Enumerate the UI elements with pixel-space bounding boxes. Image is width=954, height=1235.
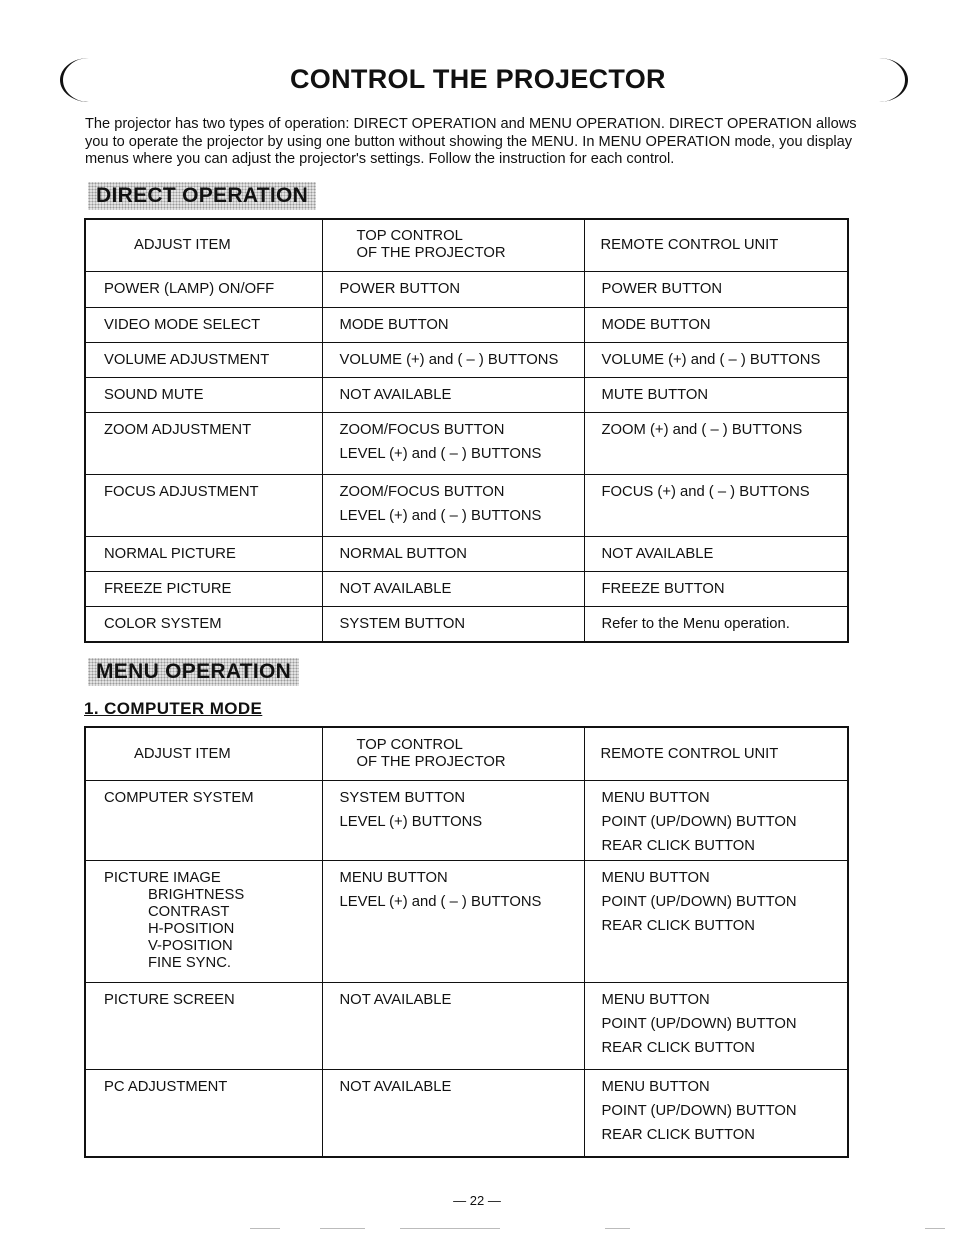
direct-operation-heading: DIRECT OPERATION [88,182,316,210]
top-control-cell [322,536,584,571]
top-control-text: NORMAL BUTTON [339,545,467,562]
remote-control-text: POWER BUTTON [601,280,723,297]
top-control-text: ZOOM/FOCUS BUTTON [339,421,505,438]
top-control-cell [322,780,584,860]
header-top-control [322,219,584,271]
adjust-item-cell [85,780,322,860]
adjust-item-cell [85,377,322,412]
menu-operation-heading: MENU OPERATION [88,658,299,686]
top-control-text: SYSTEM BUTTON [339,615,466,632]
remote-control-text: FREEZE BUTTON [601,580,725,597]
table-header-row [85,219,848,271]
adjust-item-label: SOUND MUTE [104,386,204,403]
table-row [85,271,848,307]
adjust-item-cell [85,474,322,536]
header-remote-control: REMOTE CONTROL UNIT [584,219,848,271]
top-control-text: SYSTEM BUTTON [339,789,466,806]
scan-artifact [605,1228,630,1229]
adjust-item-label: COLOR SYSTEM [104,615,222,632]
adjust-item-label: NORMAL PICTURE [104,545,236,562]
table-row [85,474,848,536]
top-control-text: NOT AVAILABLE [339,386,452,403]
adjust-sub-item: FINE SYNC. [148,954,232,971]
adjust-sub-item: CONTRAST [148,903,230,920]
adjust-item-cell [85,342,322,377]
header-top-control [322,727,584,780]
adjust-item-cell [85,536,322,571]
remote-control-text: REAR CLICK BUTTON [601,917,755,934]
top-control-cell [322,474,584,536]
remote-control-text: REAR CLICK BUTTON [601,1039,755,1056]
top-control-text: NOT AVAILABLE [339,580,452,597]
remote-control-cell [584,860,848,982]
remote-control-text: MENU BUTTON [601,789,710,806]
remote-control-cell [584,536,848,571]
top-control-cell [322,1069,584,1157]
remote-control-cell [584,1069,848,1157]
adjust-item-label: PICTURE SCREEN [104,991,235,1008]
table-row [85,536,848,571]
header-adjust-item: ADJUST ITEM [85,727,322,780]
top-control-cell [322,860,584,982]
table-row [85,780,848,860]
adjust-item-cell [85,606,322,642]
adjust-item-label: VOLUME ADJUSTMENT [104,351,270,368]
table-row [85,307,848,342]
top-control-text: LEVEL (+) BUTTONS [339,813,483,830]
adjust-item-label: PC ADJUSTMENT [104,1078,228,1095]
remote-control-text: REAR CLICK BUTTON [601,1126,755,1143]
header-remote-control: REMOTE CONTROL UNIT [584,727,848,780]
adjust-item-cell [85,271,322,307]
scan-artifact [320,1228,365,1229]
remote-control-text: MENU BUTTON [601,869,710,886]
top-control-text: LEVEL (+) and ( – ) BUTTONS [339,445,542,462]
top-control-cell [322,571,584,606]
table-row [85,860,848,982]
page-title: CONTROL THE PROJECTOR [290,64,666,94]
remote-control-text: FOCUS (+) and ( – ) BUTTONS [601,483,810,500]
remote-control-text: MENU BUTTON [601,991,710,1008]
page-number: — 22 — [453,1193,501,1208]
adjust-item-label: VIDEO MODE SELECT [104,316,261,333]
table-row [85,571,848,606]
header-top-control-line1: TOP CONTROL [356,736,463,753]
adjust-sub-item: V-POSITION [148,937,233,954]
remote-control-text: POINT (UP/DOWN) BUTTON [601,813,797,830]
remote-control-text: POINT (UP/DOWN) BUTTON [601,1102,797,1119]
scan-artifact [925,1228,945,1229]
adjust-item-cell [85,982,322,1069]
remote-control-cell [584,780,848,860]
top-control-text: LEVEL (+) and ( – ) BUTTONS [339,507,542,524]
top-control-text: NOT AVAILABLE [339,1078,452,1095]
header-top-control-line2: OF THE PROJECTOR [356,753,506,770]
scan-artifact [250,1228,280,1229]
top-control-cell [322,606,584,642]
table-header-row [85,727,848,780]
direct-operation-table [84,218,849,643]
top-control-cell [322,271,584,307]
remote-control-cell [584,271,848,307]
remote-control-cell [584,606,848,642]
remote-control-cell [584,377,848,412]
adjust-item-cell [85,412,322,474]
top-control-text: POWER BUTTON [339,280,461,297]
remote-control-text: ZOOM (+) and ( – ) BUTTONS [601,421,803,438]
computer-mode-subheading: 1. COMPUTER MODE [84,699,263,718]
adjust-item-label: COMPUTER SYSTEM [104,789,254,806]
top-control-text: MODE BUTTON [339,316,449,333]
top-control-cell [322,307,584,342]
remote-control-cell [584,982,848,1069]
remote-control-text: MENU BUTTON [601,1078,710,1095]
remote-control-cell [584,571,848,606]
table-row [85,377,848,412]
intro-paragraph: The projector has two types of operation: DIRECT OPERATION and MENU OPERATION. DIRECT OPERATION allows you to operate the projector by using one button without showing the MENU. In MENU OPERATION mode, you display menus where you can adjust the projector's settings. Follow the instruction for each control. [85,116,857,167]
adjust-item-label: POWER (LAMP) ON/OFF [104,280,275,297]
table-row [85,606,848,642]
remote-control-cell [584,474,848,536]
top-control-text: NOT AVAILABLE [339,991,452,1008]
adjust-item-cell [85,307,322,342]
header-top-control-line2: OF THE PROJECTOR [356,245,506,262]
top-control-text: MENU BUTTON [339,869,448,886]
top-control-cell [322,982,584,1069]
table-row [85,412,848,474]
top-control-text: VOLUME (+) and ( – ) BUTTONS [339,351,559,368]
header-top-control-line1: TOP CONTROL [356,228,463,245]
header-adjust-item: ADJUST ITEM [85,219,322,271]
table-row [85,342,848,377]
adjust-sub-item: BRIGHTNESS [148,886,245,903]
adjust-sub-items [104,887,322,972]
remote-control-text: REAR CLICK BUTTON [601,837,755,854]
remote-control-text: Refer to the Menu operation. [601,615,790,632]
adjust-item-label: FREEZE PICTURE [104,580,232,597]
remote-control-text: VOLUME (+) and ( – ) BUTTONS [601,351,821,368]
top-control-cell [322,342,584,377]
top-control-text: ZOOM/FOCUS BUTTON [339,483,505,500]
top-control-cell [322,412,584,474]
adjust-item-cell [85,1069,322,1157]
remote-control-cell [584,342,848,377]
remote-control-text: POINT (UP/DOWN) BUTTON [601,893,797,910]
top-control-text: LEVEL (+) and ( – ) BUTTONS [339,893,542,910]
remote-control-text: POINT (UP/DOWN) BUTTON [601,1015,797,1032]
menu-operation-table [84,726,849,1158]
adjust-item-label: FOCUS ADJUSTMENT [104,483,259,500]
adjust-sub-item: H-POSITION [148,920,235,937]
table-row [85,982,848,1069]
remote-control-cell [584,307,848,342]
table-row [85,1069,848,1157]
adjust-item-label: PICTURE IMAGE [104,869,221,886]
remote-control-text: MUTE BUTTON [601,386,709,403]
scan-artifact [400,1228,500,1229]
top-control-cell [322,377,584,412]
remote-control-text: MODE BUTTON [601,316,711,333]
remote-control-cell [584,412,848,474]
adjust-item-cell [85,860,322,982]
remote-control-text: NOT AVAILABLE [601,545,714,562]
adjust-item-cell [85,571,322,606]
adjust-item-label: ZOOM ADJUSTMENT [104,421,252,438]
